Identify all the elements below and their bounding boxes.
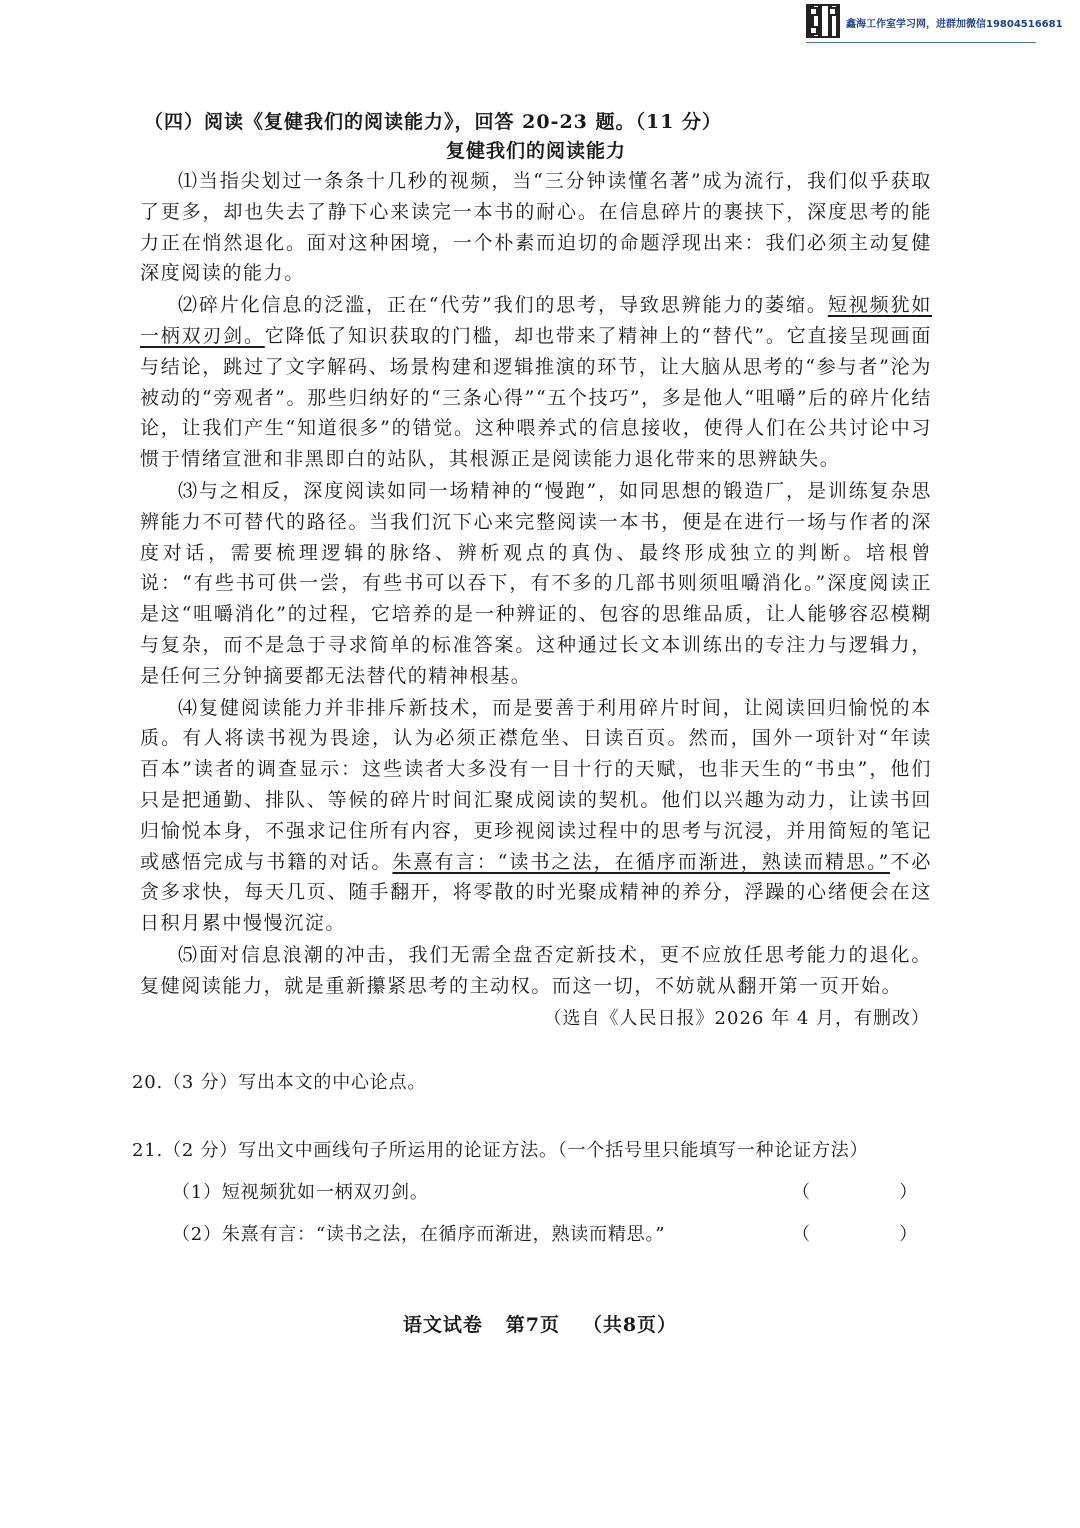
paragraph-2	[132, 290, 940, 475]
paragraph-2-before: ⑵碎片化信息的泛滥，正在“代劳”我们的思考，导致思辨能力的萎缩。	[178, 294, 828, 317]
paragraph-2-after: 它降低了知识获取的门槛，却也带来了精神上的“替代”。它直接呈现画面与结论，跳过了文字解码、场景构建和逻辑推演的环节，让大脑从思考的“参与者”沦为被动的“旁观者”。那些归纳好的“三条心得”“五个技巧”，多是他人“咀嚼”后的碎片化结论，让我们产生“知道很多”的错觉。这种喂养式的信息接收，使得人们在公共讨论中习惯于情绪宣泄和非黑即白的站队，其根源正是阅读能力退化带来的思辨缺失。	[140, 324, 932, 471]
paragraph-5: ⑸面对信息浪潮的冲击，我们无需全盘否定新技术，更不应放任思考能力的退化。复健阅读能力，就是重新攥紧思考的主动权。而这一切，不妨就从翻开第一页开始。	[140, 943, 932, 997]
answer-blank-1[interactable]	[792, 1178, 918, 1208]
question-21-item-1-text: （1）短视频犹如一柄双刃剑。	[172, 1181, 429, 1203]
underlined-sentence-2: 朱熹有言：“读书之法，在循序而渐进，熟读而精思。”	[392, 850, 890, 873]
header-divider	[806, 42, 1036, 43]
page-footer: 语文试卷 第7页 （共8页）	[402, 1314, 678, 1336]
question-20: 20.（3 分）写出本文的中心论点。	[132, 1071, 427, 1093]
article-source: （选自《人民日报》2026 年 4 月，有删改）	[543, 1007, 930, 1029]
answer-blank-1-open: （	[792, 1181, 811, 1203]
article-title: 复健我们的阅读能力	[445, 140, 626, 162]
page-header	[0, 0, 1080, 48]
question-21-item-1	[132, 1178, 940, 1208]
header-watermark: 鑫海工作室学习网，进群加微信19804516681	[846, 19, 1063, 30]
question-21-item-2-text: （2）朱熹有言：“读书之法，在循序而渐进，熟读而精思。”	[172, 1223, 666, 1245]
answer-blank-2-close: ）	[899, 1223, 918, 1245]
paragraph-4	[132, 693, 940, 939]
paragraph-4-after: 不必贪多求快，每天几页、随手翻开，将零散的时光聚成精神的养分，浮躁的心绪便会在这日积月累中慢慢沉淀。	[140, 850, 932, 935]
exam-page	[132, 108, 940, 1250]
section-title: （四）阅读《复健我们的阅读能力》，回答 20-23 题。（11 分）	[144, 111, 723, 133]
question-21: 21.（2 分）写出文中画线句子所运用的论证方法。（一个括号里只能填写一种论证方法）	[132, 1139, 869, 1161]
question-21-item-2	[132, 1220, 940, 1250]
answer-blank-2-open: （	[792, 1223, 811, 1245]
answer-blank-2[interactable]	[792, 1220, 918, 1250]
underlined-sentence-1: 短视频犹如一柄双刃剑。	[140, 294, 932, 347]
qr-code-icon	[806, 4, 840, 38]
paragraph-3: ⑶与之相反，深度阅读如同一场精神的“慢跑”，如同思想的锻造厂，是训练复杂思辨能力不可替代的路径。当我们沉下心来完整阅读一本书，便是在进行一场与作者的深度对话，需要梳理逻辑的脉络、辨析观点的真伪、最终形成独立的判断。培根曾说：“有些书可供一尝，有些书可以吞下，有不多的几部书则须咀嚼消化。”深度阅读正是这“咀嚼消化”的过程，它培养的是一种辨证的、包容的思维品质，让人能够容忍模糊与复杂，而不是急于寻求简单的标准答案。这种通过长文本训练出的专注力与逻辑力，是任何三分钟摘要都无法替代的精神根基。	[140, 479, 932, 687]
answer-blank-1-close: ）	[899, 1181, 918, 1203]
paragraph-1: ⑴当指尖划过一条条十几秒的视频，当“三分钟读懂名著”成为流行，我们似乎获取了更多，却也失去了静下心来读完一本书的耐心。在信息碎片的裹挟下，深度思考的能力正在悄然退化。面对这种困境，一个朴素而迫切的命题浮现出来：我们必须主动复健深度阅读的能力。	[140, 170, 932, 285]
paragraph-4-before: ⑷复健阅读能力并非排斥新技术，而是要善于利用碎片时间，让阅读回归愉悦的本质。有人将读书视为畏途，认为必须正襟危坐、日读百页。然而，国外一项针对“年读百本”读者的调查显示：这些读者大多没有一目十行的天赋，也非天生的“书虫”，他们只是把通勤、排队、等候的碎片时间汇聚成阅读的契机。他们以兴趣为动力，让读书回归愉悦本身，不强求记住所有内容，更珍视阅读过程中的思考与沉浸，并用简短的笔记或感悟完成与书籍的对话。	[140, 696, 932, 873]
